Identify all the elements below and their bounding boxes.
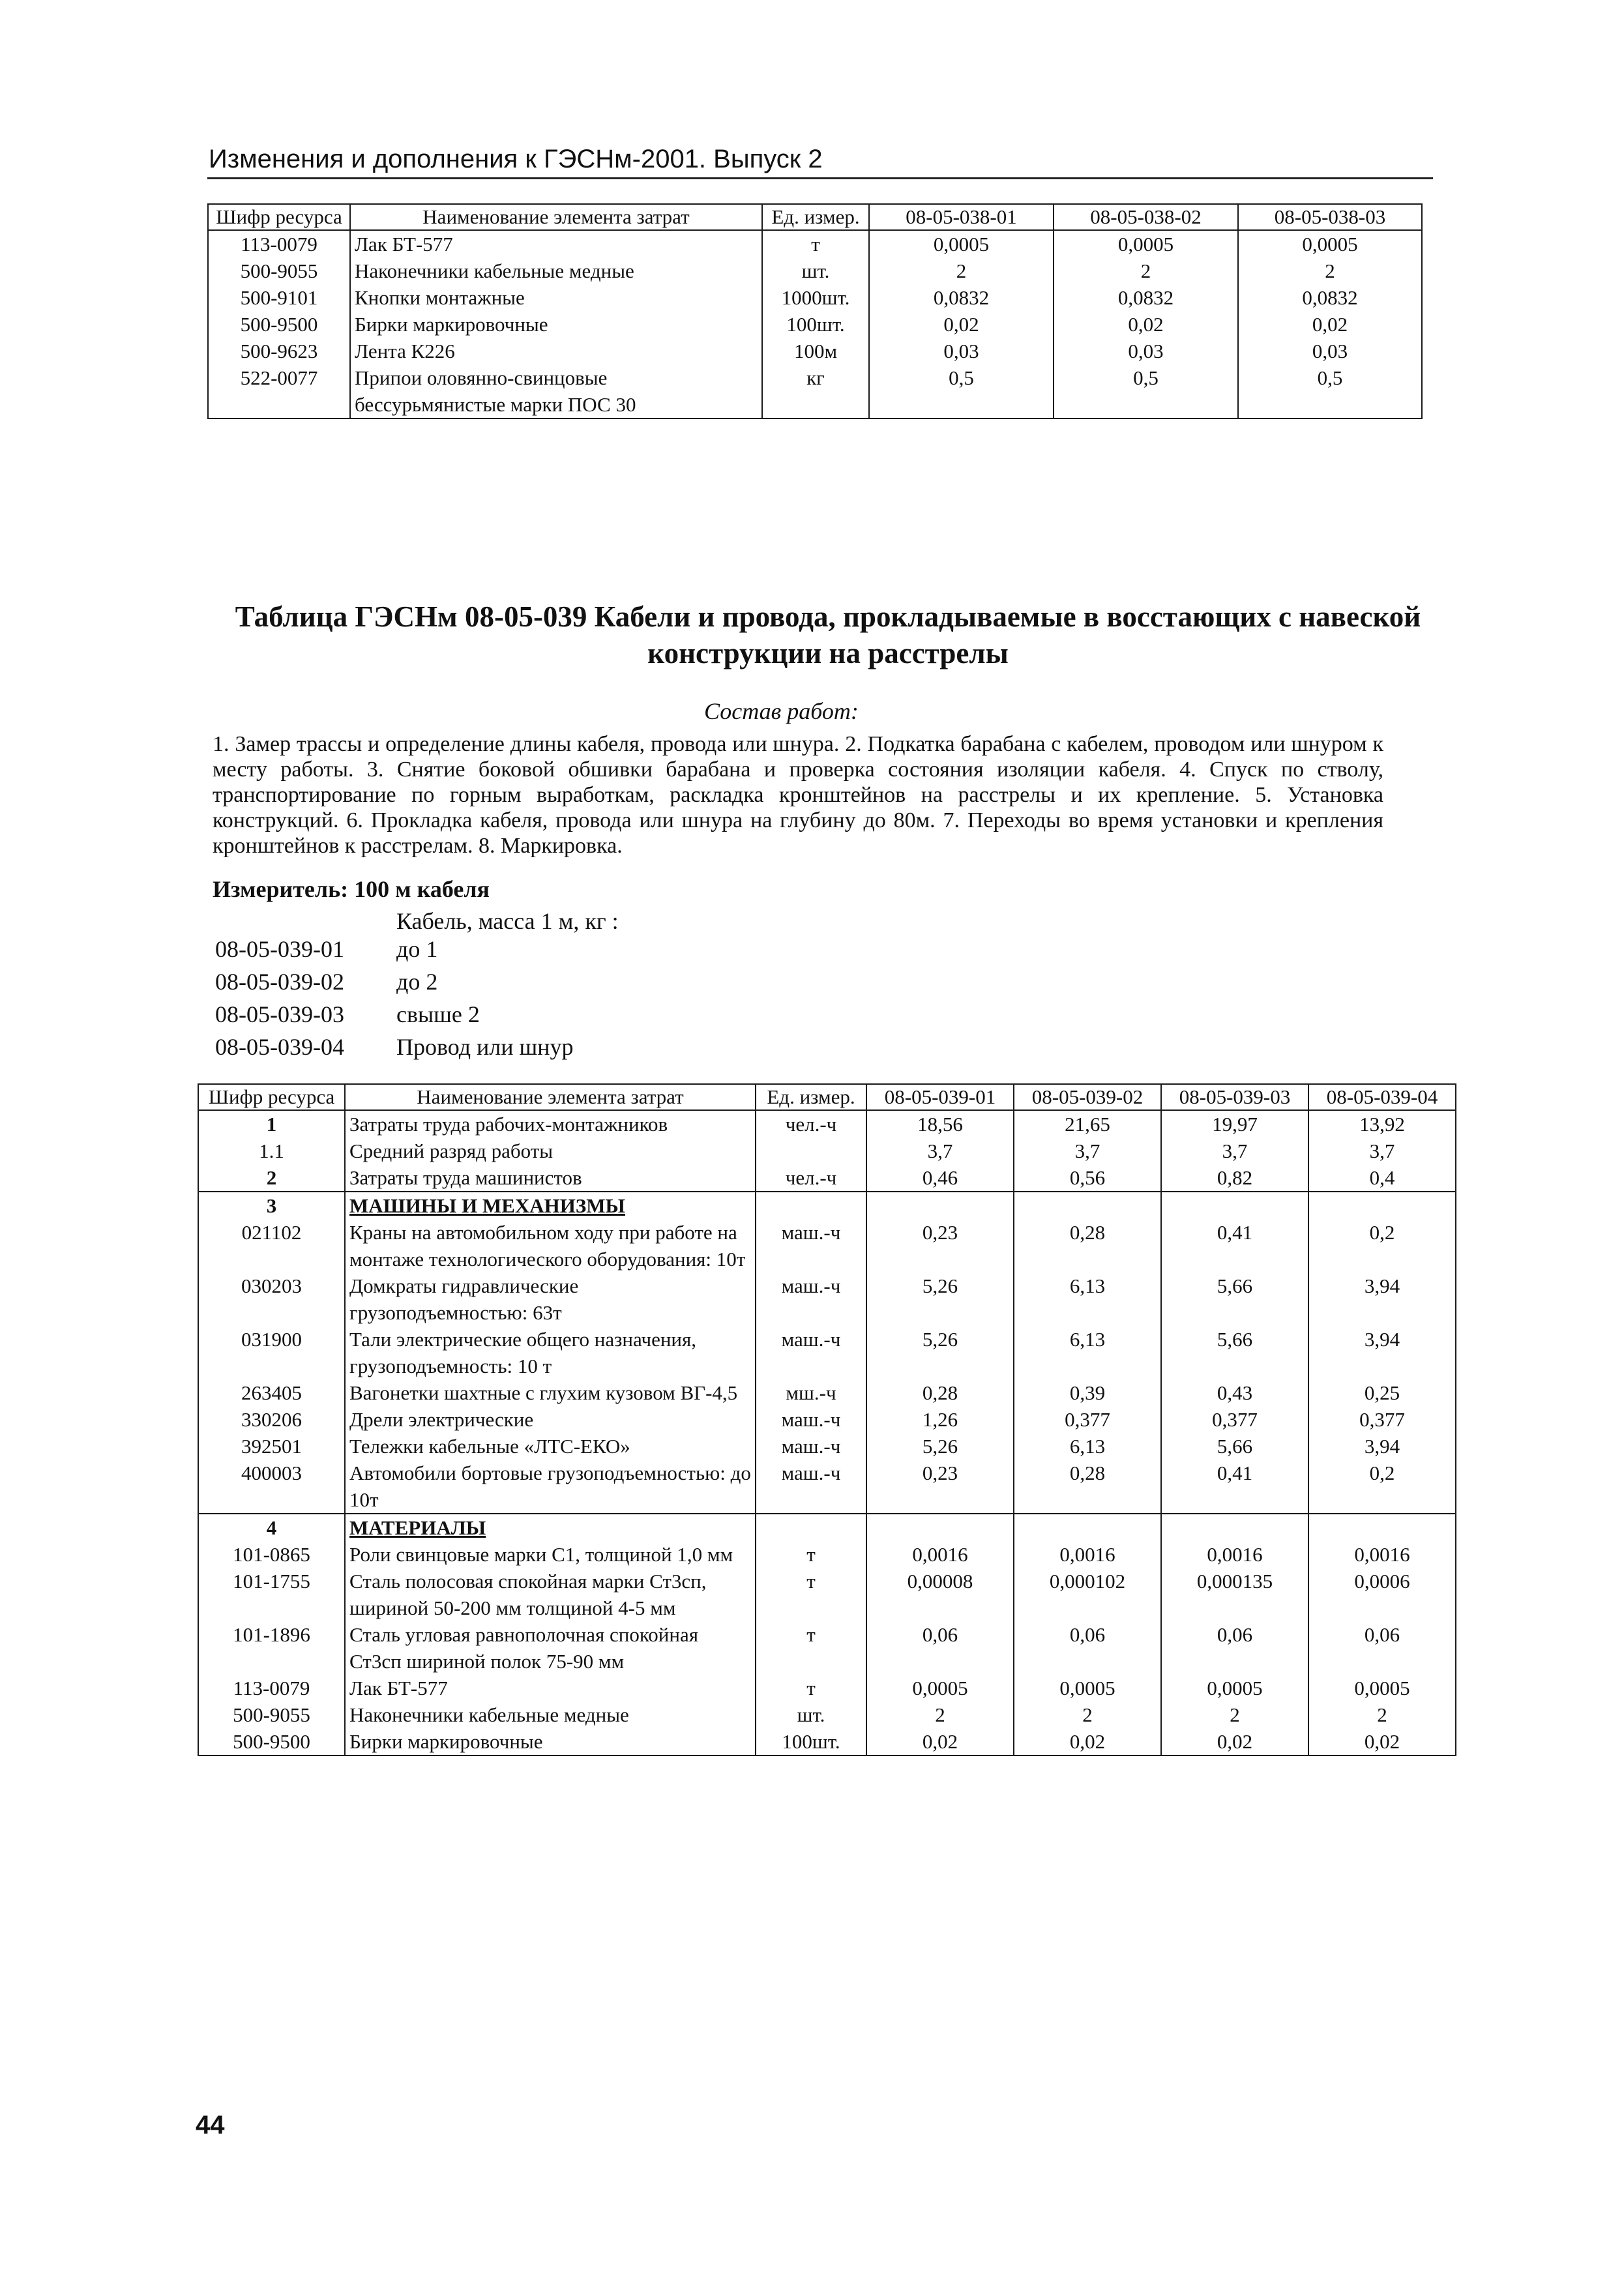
cell-name: Затраты труда рабочих-монтажников (345, 1110, 756, 1138)
cell-value: 0,02 (1054, 311, 1238, 338)
cell-value: 5,66 (1161, 1326, 1308, 1379)
cell-value (1308, 1192, 1456, 1219)
cell-value: 0,0005 (1238, 230, 1422, 257)
cell-value (866, 1514, 1014, 1541)
cell-name: Средний разряд работы (345, 1138, 756, 1164)
cell-code: 021102 (198, 1219, 345, 1272)
table-row (198, 1379, 1456, 1406)
cell-value: 2 (1054, 257, 1238, 284)
header-unit: Ед. измер. (762, 204, 869, 230)
cell-name: Лак БТ-577 (350, 230, 762, 257)
cell-code: 4 (198, 1514, 345, 1541)
variant-desc: до 1 (396, 936, 438, 962)
table-row (208, 230, 1422, 257)
cell-value: 2 (1014, 1701, 1161, 1728)
cell-name: Автомобили бортовые грузоподъемностью: до 10т (345, 1460, 756, 1514)
table-row (198, 1164, 1456, 1192)
table-row (198, 1110, 1456, 1138)
cell-value: 0,39 (1014, 1379, 1161, 1406)
cell-value: 0,03 (1238, 338, 1422, 364)
cell-name: Наконечники кабельные медные (350, 257, 762, 284)
cell-code: 400003 (198, 1460, 345, 1514)
header-code: Шифр ресурса (198, 1084, 345, 1110)
cell-value: 0,03 (869, 338, 1054, 364)
cell-value: 18,56 (866, 1110, 1014, 1138)
cell-value: 0,0005 (1308, 1675, 1456, 1701)
cell-value: 3,7 (1014, 1138, 1161, 1164)
cell-name: Роли свинцовые марки С1, толщиной 1,0 мм (345, 1541, 756, 1568)
cell-code: 113-0079 (208, 230, 350, 257)
cell-unit: 100шт. (762, 311, 869, 338)
cell-code: 500-9101 (208, 284, 350, 311)
cell-code: 101-1896 (198, 1621, 345, 1675)
cell-value: 0,5 (1054, 364, 1238, 419)
cell-value: 0,0005 (1161, 1675, 1308, 1701)
cell-value: 0,25 (1308, 1379, 1456, 1406)
table-row (198, 1138, 1456, 1164)
cell-value: 0,02 (869, 311, 1054, 338)
table-row (208, 364, 1422, 419)
cell-value: 0,0005 (1014, 1675, 1161, 1701)
header-code: Шифр ресурса (208, 204, 350, 230)
cell-value: 1,26 (866, 1406, 1014, 1433)
table-row (198, 1541, 1456, 1568)
cell-value: 0,02 (1238, 311, 1422, 338)
table-row (198, 1219, 1456, 1272)
cell-name: Бирки маркировочные (350, 311, 762, 338)
cell-value: 0,06 (1308, 1621, 1456, 1675)
cell-value: 0,0005 (1054, 230, 1238, 257)
cell-unit: маш.-ч (756, 1460, 866, 1514)
table-header-row (198, 1084, 1456, 1110)
table-row (198, 1326, 1456, 1379)
variant-code: 08-05-039-03 (215, 1001, 344, 1027)
header-col: 08-05-039-04 (1308, 1084, 1456, 1110)
cell-code: 500-9500 (208, 311, 350, 338)
cell-unit: шт. (756, 1701, 866, 1728)
variant-code: 08-05-039-04 (215, 1034, 344, 1060)
cell-value: 0,0832 (1238, 284, 1422, 311)
header-col: 08-05-038-02 (1054, 204, 1238, 230)
cell-value: 0,02 (866, 1728, 1014, 1756)
cell-name: Домкраты гидравлические грузоподъемностью: 63т (345, 1272, 756, 1326)
header-col: 08-05-039-01 (866, 1084, 1014, 1110)
cell-code: 2 (198, 1164, 345, 1192)
cell-value: 0,0005 (869, 230, 1054, 257)
cell-code: 500-9055 (208, 257, 350, 284)
cell-name: Затраты труда машинистов (345, 1164, 756, 1192)
cell-value: 3,7 (1161, 1138, 1308, 1164)
cell-value: 3,7 (1308, 1138, 1456, 1164)
cell-code: 030203 (198, 1272, 345, 1326)
cell-value: 0,0832 (869, 284, 1054, 311)
cell-code: 500-9500 (198, 1728, 345, 1756)
cell-value: 0,41 (1161, 1219, 1308, 1272)
cell-value: 0,03 (1054, 338, 1238, 364)
table-row (208, 311, 1422, 338)
cell-value: 5,26 (866, 1326, 1014, 1379)
cell-unit: т (756, 1541, 866, 1568)
cell-value: 0,23 (866, 1460, 1014, 1514)
cell-value: 0,4 (1308, 1164, 1456, 1192)
cell-code: 500-9623 (208, 338, 350, 364)
cell-name: Наконечники кабельные медные (345, 1701, 756, 1728)
cell-code: 330206 (198, 1406, 345, 1433)
cell-unit: т (756, 1621, 866, 1675)
header-unit: Ед. измер. (756, 1084, 866, 1110)
table-row (198, 1701, 1456, 1728)
cell-name: Сталь полосовая спокойная марки Ст3сп, шириной 50-200 мм толщиной 4-5 мм (345, 1568, 756, 1621)
cell-value: 6,13 (1014, 1433, 1161, 1460)
cell-value: 0,2 (1308, 1219, 1456, 1272)
cell-code: 031900 (198, 1326, 345, 1379)
cell-unit: чел.-ч (756, 1110, 866, 1138)
section-heading: МАТЕРИАЛЫ (345, 1514, 756, 1541)
cell-value: 21,65 (1014, 1110, 1161, 1138)
cell-name: Лак БТ-577 (345, 1675, 756, 1701)
cable-heading: Кабель, масса 1 м, кг : (396, 908, 619, 934)
cell-value: 0,377 (1308, 1406, 1456, 1433)
cell-value: 0,0832 (1054, 284, 1238, 311)
cell-value: 0,0016 (1014, 1541, 1161, 1568)
cell-value: 0,0016 (1308, 1541, 1456, 1568)
cell-value: 2 (1238, 257, 1422, 284)
cell-unit: чел.-ч (756, 1164, 866, 1192)
cell-value: 0,23 (866, 1219, 1014, 1272)
meter-label: Измеритель: 100 м кабеля (213, 876, 490, 902)
cell-name: Припои оловянно-свинцовые бессурьмянистые марки ПОС 30 (350, 364, 762, 419)
cell-name: Сталь угловая равнополочная спокойная Ст3сп шириной полок 75-90 мм (345, 1621, 756, 1675)
composition-heading: Состав работ: (704, 698, 859, 724)
section-row-materials (198, 1514, 1456, 1541)
cell-value (1014, 1192, 1161, 1219)
cell-value: 0,0016 (1161, 1541, 1308, 1568)
cell-value: 0,06 (1014, 1621, 1161, 1675)
cell-code: 392501 (198, 1433, 345, 1460)
cell-value: 0,0006 (1308, 1568, 1456, 1621)
cell-unit: шт. (762, 257, 869, 284)
cell-code: 101-0865 (198, 1541, 345, 1568)
variant-desc: Провод или шнур (396, 1034, 574, 1060)
cell-value: 3,94 (1308, 1272, 1456, 1326)
cell-value: 0,0005 (866, 1675, 1014, 1701)
cell-unit: т (762, 230, 869, 257)
cell-value: 0,02 (1161, 1728, 1308, 1756)
header-name: Наименование элемента затрат (345, 1084, 756, 1110)
cell-value: 2 (869, 257, 1054, 284)
cell-unit: 100м (762, 338, 869, 364)
table-row (198, 1621, 1456, 1675)
variant-row (215, 999, 480, 1030)
table-row (208, 284, 1422, 311)
cell-code: 101-1755 (198, 1568, 345, 1621)
cell-value: 0,56 (1014, 1164, 1161, 1192)
cell-name: Вагонетки шахтные с глухим кузовом ВГ-4,5 (345, 1379, 756, 1406)
section-row-machines (198, 1192, 1456, 1219)
section-heading: МАШИНЫ И МЕХАНИЗМЫ (345, 1192, 756, 1219)
variant-desc: до 2 (396, 969, 438, 995)
cell-value: 0,28 (866, 1379, 1014, 1406)
resource-table-038 (207, 203, 1423, 419)
cell-value: 0,02 (1014, 1728, 1161, 1756)
cell-value: 2 (1161, 1701, 1308, 1728)
cell-name: Кнопки монтажные (350, 284, 762, 311)
cell-unit: маш.-ч (756, 1272, 866, 1326)
table-row (198, 1460, 1456, 1514)
cell-name: Тали электрические общего назначения, грузоподъемность: 10 т (345, 1326, 756, 1379)
cell-unit: маш.-ч (756, 1433, 866, 1460)
cell-value: 0,377 (1161, 1406, 1308, 1433)
variant-code: 08-05-039-02 (215, 969, 344, 995)
cell-unit: т (756, 1675, 866, 1701)
table-row (198, 1568, 1456, 1621)
cell-value (1161, 1514, 1308, 1541)
header-col: 08-05-038-03 (1238, 204, 1422, 230)
cell-value: 0,377 (1014, 1406, 1161, 1433)
cell-code: 1.1 (198, 1138, 345, 1164)
cell-name: Тележки кабельные «ЛТС-ЕКО» (345, 1433, 756, 1460)
variant-desc: свыше 2 (396, 1001, 480, 1027)
cell-value: 0,43 (1161, 1379, 1308, 1406)
header-rule (207, 177, 1433, 179)
cell-value: 0,5 (869, 364, 1054, 419)
composition-text: 1. Замер трассы и определение длины кабеля, провода или шнура. 2. Подкатка барабана с кабелем, проводом или шнуром к месту работы. 3. Снятие боковой обшивки барабана и проверка состояния изоляции кабеля. 4. Спуск по стволу, транспортирование по горным выработкам, раскладка кронштейнов на расстрелы и их крепление. 5. Установка конструкций. 6. Прокладка кабеля, провода или шнура на глубину до 80м. 7. Переходы во время установки и крепления кронштейнов к расстрелам. 8. Маркировка. (213, 732, 1383, 858)
variant-code: 08-05-039-01 (215, 936, 344, 962)
cell-code: 522-0077 (208, 364, 350, 419)
header-col: 08-05-039-03 (1161, 1084, 1308, 1110)
variant-row (215, 1031, 574, 1063)
cell-unit: маш.-ч (756, 1219, 866, 1272)
table-row (198, 1433, 1456, 1460)
table-row (198, 1272, 1456, 1326)
cell-value: 0,00008 (866, 1568, 1014, 1621)
cell-value: 3,94 (1308, 1433, 1456, 1460)
page-number: 44 (196, 2111, 225, 2139)
cell-value (1014, 1514, 1161, 1541)
cell-unit: 1000шт. (762, 284, 869, 311)
cell-value (1308, 1514, 1456, 1541)
cell-code: 1 (198, 1110, 345, 1138)
cell-name: Краны на автомобильном ходу при работе на монтаже технологического оборудования: 10т (345, 1219, 756, 1272)
cell-value: 6,13 (1014, 1326, 1161, 1379)
running-header: Изменения и дополнения к ГЭСНм-2001. Выпуск 2 (209, 145, 823, 173)
cell-value: 5,66 (1161, 1272, 1308, 1326)
header-col: 08-05-039-02 (1014, 1084, 1161, 1110)
cell-unit: кг (762, 364, 869, 419)
cell-value: 19,97 (1161, 1110, 1308, 1138)
cell-value (1161, 1192, 1308, 1219)
cell-value: 3,94 (1308, 1326, 1456, 1379)
cell-value: 0,41 (1161, 1460, 1308, 1514)
cell-value: 0,46 (866, 1164, 1014, 1192)
cell-code: 500-9055 (198, 1701, 345, 1728)
cell-value: 0,28 (1014, 1219, 1161, 1272)
cell-name: Бирки маркировочные (345, 1728, 756, 1756)
cell-unit (756, 1138, 866, 1164)
table-header-row (208, 204, 1422, 230)
resource-table-039 (198, 1083, 1456, 1756)
cell-unit: маш.-ч (756, 1326, 866, 1379)
cell-value: 0,0016 (866, 1541, 1014, 1568)
cell-value: 0,82 (1161, 1164, 1308, 1192)
cell-code: 113-0079 (198, 1675, 345, 1701)
cell-name: Дрели электрические (345, 1406, 756, 1433)
table-row (198, 1675, 1456, 1701)
cell-value: 0,000135 (1161, 1568, 1308, 1621)
cell-value: 13,92 (1308, 1110, 1456, 1138)
cell-value: 0,06 (866, 1621, 1014, 1675)
cell-unit (756, 1192, 866, 1219)
table-row (198, 1728, 1456, 1756)
table-row (208, 257, 1422, 284)
cell-value: 0,28 (1014, 1460, 1161, 1514)
variant-row (215, 966, 437, 997)
cell-value: 2 (866, 1701, 1014, 1728)
cell-unit: мш.-ч (756, 1379, 866, 1406)
cell-code: 3 (198, 1192, 345, 1219)
cell-value: 0,000102 (1014, 1568, 1161, 1621)
cell-value: 2 (1308, 1701, 1456, 1728)
variant-row (215, 933, 437, 965)
cell-value: 5,66 (1161, 1433, 1308, 1460)
table-row (198, 1406, 1456, 1433)
cell-value: 5,26 (866, 1272, 1014, 1326)
table-title: Таблица ГЭСНм 08-05-039 Кабели и провода, прокладываемые в восстающих с навеской конструкции на расстрелы (235, 600, 1421, 669)
header-name: Наименование элемента затрат (350, 204, 762, 230)
cell-value: 6,13 (1014, 1272, 1161, 1326)
table-row (208, 338, 1422, 364)
cell-unit (756, 1514, 866, 1541)
cell-value: 0,02 (1308, 1728, 1456, 1756)
cell-unit: маш.-ч (756, 1406, 866, 1433)
cell-unit: т (756, 1568, 866, 1621)
cell-value (866, 1192, 1014, 1219)
cell-name: Лента К226 (350, 338, 762, 364)
cell-value: 0,2 (1308, 1460, 1456, 1514)
cell-value: 0,06 (1161, 1621, 1308, 1675)
cell-value: 5,26 (866, 1433, 1014, 1460)
cell-value: 3,7 (866, 1138, 1014, 1164)
cell-code: 263405 (198, 1379, 345, 1406)
cell-unit: 100шт. (756, 1728, 866, 1756)
cell-value: 0,5 (1238, 364, 1422, 419)
header-col: 08-05-038-01 (869, 204, 1054, 230)
